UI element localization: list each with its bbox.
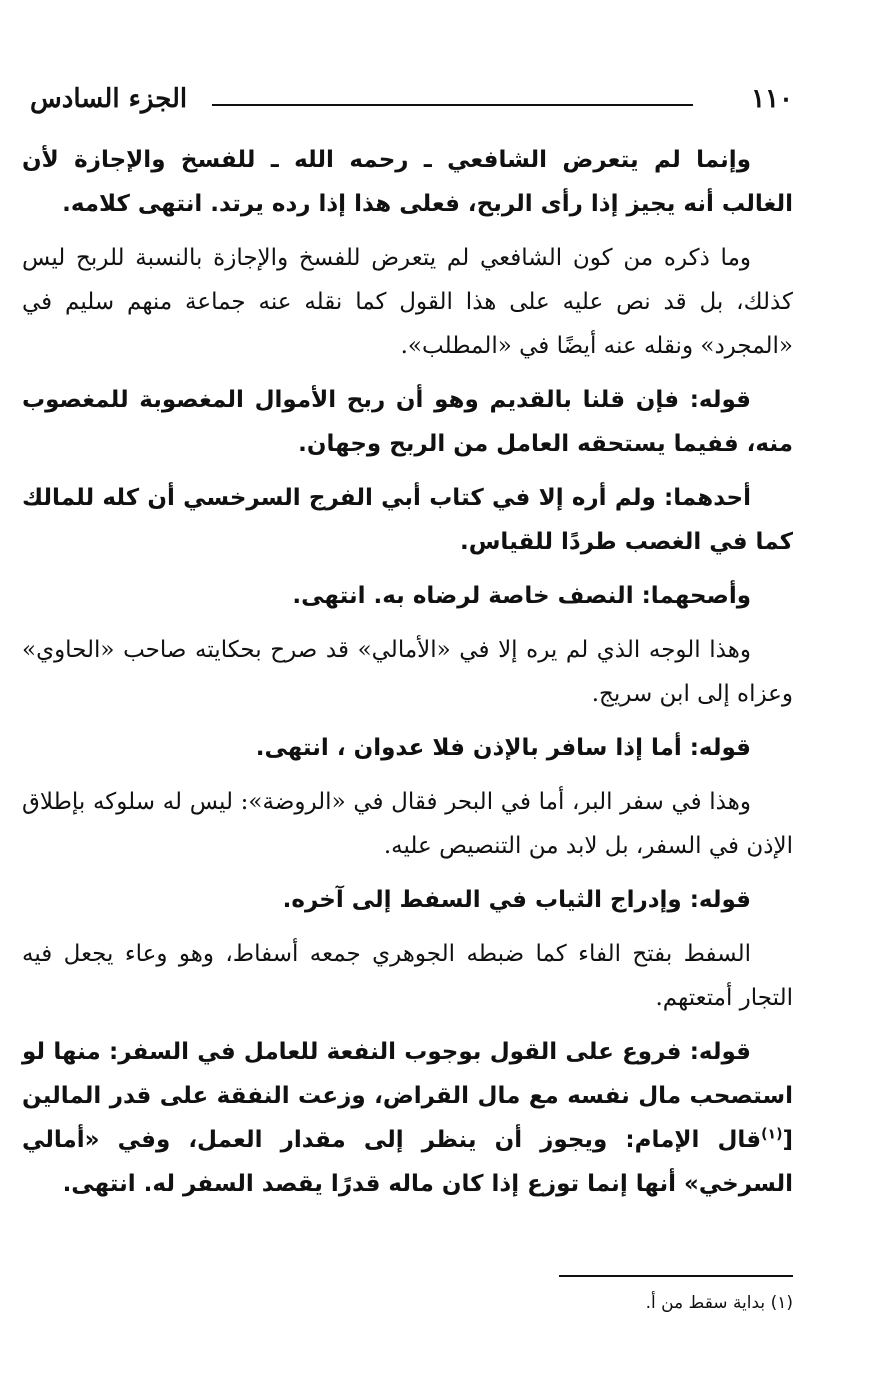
- paragraph-5: وأصحهما: النصف خاصة لرضاه به. انتهى.: [292, 583, 751, 609]
- page-header: [22, 70, 793, 118]
- paragraph-9: قوله: وإدراج الثياب في السفط إلى آخره.: [282, 887, 751, 913]
- header-rule: [212, 104, 693, 106]
- paragraph-6: وهذا الوجه الذي لم يره إلا في «الأمالي» قد صرح بحكايته صاحب «الحاوي» وعزاه إلى ابن سريج.: [22, 637, 793, 707]
- paragraph-10: السفط بفتح الفاء كما ضبطه الجوهري جمعه أسفاط، وهو وعاء يجعل فيه التجار أمتعتهم.: [22, 941, 793, 1011]
- paragraph-7: قوله: أما إذا سافر بالإذن فلا عدوان ، انتهى.: [255, 735, 751, 761]
- page-body: [22, 138, 793, 1206]
- paragraph-11: [22, 1030, 793, 1206]
- paragraph-1: وإنما لم يتعرض الشافعي ـ رحمه الله ـ للفسخ والإجازة لأن الغالب أنه يجيز إذا رأى الربح، فعلى هذا إذا رده يرتد. انتهى كلامه.: [22, 147, 793, 217]
- footnote-marker: (١): [761, 1126, 783, 1143]
- running-title: الجزء السادس: [30, 84, 188, 114]
- paragraph-2: وما ذكره من كون الشافعي لم يتعرض للفسخ والإجازة بالنسبة للربح ليس كذلك، بل قد نص عليه على هذا القول كما نقله عنه جماعة منهم سليم في «المجرد» ونقله عنه أيضًا في «المطلب».: [22, 245, 793, 359]
- book-page: [22, 70, 793, 1216]
- paragraph-8: وهذا في سفر البر، أما في البحر فقال في «الروضة»: ليس له سلوكه بإطلاق الإذن في السفر، بل لابد من التنصيص عليه.: [22, 789, 793, 859]
- paragraph-3: قوله: فإن قلنا بالقديم وهو أن ربح الأموال المغصوبة للمغصوب منه، ففيما يستحقه العامل من الربح وجهان.: [22, 387, 793, 457]
- footnote: (١) بداية سقط من أ.: [645, 1293, 793, 1313]
- paragraph-4: أحدهما: ولم أره إلا في كتاب أبي الفرج السرخسي أن كله للمالك كما في الغصب طردًا للقياس.: [22, 485, 793, 555]
- footnote-rule: [559, 1275, 793, 1277]
- paragraph-11-part-2: قال الإمام: ويجوز أن ينظر إلى مقدار العمل، وفي «أمالي السرخي» أنها إنما توزع إذا كان ماله قدرًا يقصد السفر له. انتهى.: [22, 1127, 793, 1197]
- paragraph-11-part-1: قوله: فروع على القول بوجوب النفعة للعامل في السفر: منها لو استصحب مال نفسه مع مال القراض، وزعت النفقة على قدر المالين [: [22, 1039, 793, 1153]
- page-number: ١١٠: [751, 84, 793, 114]
